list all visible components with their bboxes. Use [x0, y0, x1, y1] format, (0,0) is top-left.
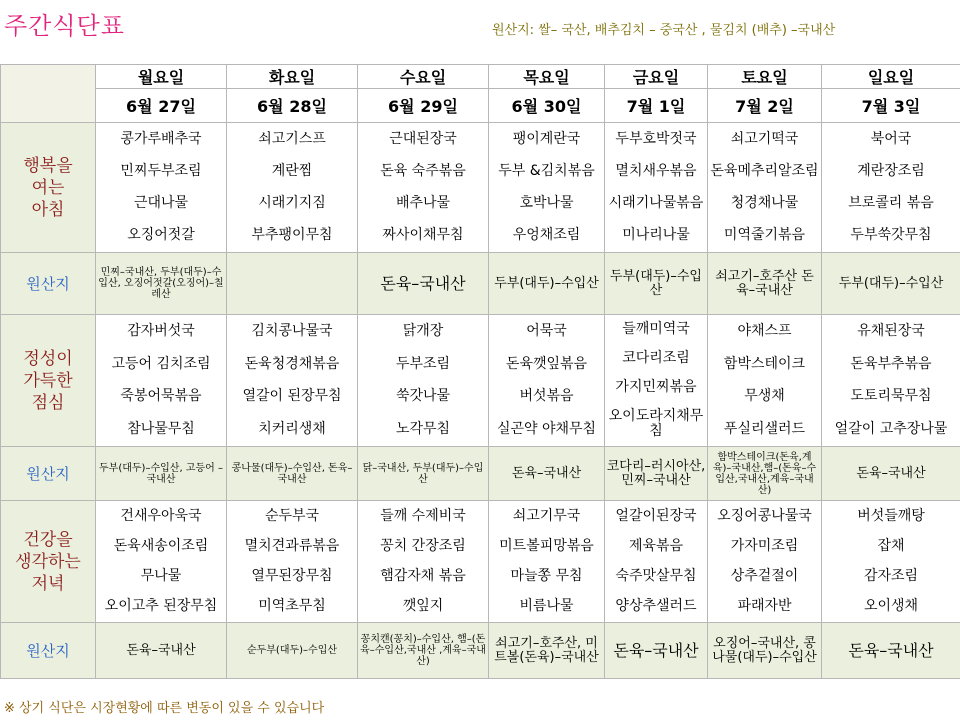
menu-cell — [358, 501, 489, 623]
origin-text: 두부(대두)–수입산 — [610, 268, 702, 298]
origin-cell — [708, 253, 822, 315]
origin-text: 함박스테이크(돈육,계육)–국내산,햄–(돈육–수입산,국내산,계육–국내산) — [712, 451, 817, 496]
menu-cell — [227, 501, 358, 623]
day-header: 목요일 — [489, 65, 605, 89]
dish-item: 유채된장국 — [857, 322, 925, 339]
origin-cell — [708, 623, 822, 679]
origin-cell — [489, 623, 605, 679]
dinner-row — [1, 501, 960, 623]
meal-label-line: 점심 — [31, 392, 65, 413]
date-header: 7월 1일 — [605, 89, 708, 123]
dish-item: 제육볶음 — [628, 537, 684, 554]
dish-item: 무나물 — [140, 568, 182, 585]
origin-text: 꽁치캔(꽁치)–수입산, 햄–(돈육–수입산,국내산 ,계육–국내산) — [360, 634, 486, 667]
meal-label-line: 생각하는 — [15, 551, 81, 572]
menu-cell — [708, 501, 822, 623]
dish-item: 우엉채조림 — [512, 227, 581, 244]
origin-label: 원산지 — [1, 253, 96, 315]
day-header: 토요일 — [708, 65, 822, 89]
meal-label-line: 여는 — [31, 177, 65, 198]
dish-item: 가자미조림 — [730, 537, 799, 554]
menu-cell — [227, 315, 358, 447]
origin-cell — [96, 253, 227, 315]
dish-item: 돈육 숙주볶음 — [380, 162, 466, 179]
dish-item: 미나리나물 — [622, 227, 690, 244]
dish-item: 깻잎지 — [402, 598, 444, 615]
day-header: 금요일 — [605, 65, 708, 89]
dish-item: 멸치새우볶음 — [615, 162, 697, 179]
dish-list — [823, 315, 959, 446]
dish-item: 민찌두부조림 — [120, 162, 202, 179]
page-title: 주간식단표 — [4, 12, 125, 40]
day-header: 일요일 — [822, 65, 960, 89]
dish-item: 가지민찌볶음 — [615, 379, 697, 395]
breakfast-row — [1, 123, 960, 253]
dish-list — [228, 501, 356, 622]
dish-item: 미트볼피망볶음 — [499, 537, 594, 554]
menu-cell — [96, 501, 227, 623]
dish-item: 노각무침 — [395, 421, 451, 438]
dish-item: 두부 &김치볶음 — [498, 162, 595, 179]
menu-cell — [708, 315, 822, 447]
lunch-label — [1, 315, 96, 447]
meal-label-line: 저녁 — [31, 573, 65, 594]
menu-cell — [605, 315, 708, 447]
day-header-row — [1, 65, 960, 89]
origin-text: 민찌–국내산, 두부(대두)–수입산, 오징어젓갈(오징어)–칠레산 — [98, 267, 224, 300]
origin-cell — [96, 623, 227, 679]
origin-cell — [708, 447, 822, 501]
dish-item: 부추팽이무침 — [251, 227, 333, 244]
dish-item: 계란장조림 — [857, 162, 925, 179]
menu-cell — [227, 123, 358, 253]
dish-list — [823, 123, 959, 252]
dish-item: 돈육부추볶음 — [850, 355, 932, 372]
dish-item: 미역줄기볶음 — [723, 227, 806, 244]
dish-item: 콩가루배추국 — [120, 130, 202, 147]
date-header: 6월 28일 — [227, 89, 358, 123]
date-header: 6월 27일 — [96, 89, 227, 123]
dish-item: 두부호박젓국 — [615, 130, 697, 147]
dish-item: 상추겉절이 — [730, 568, 799, 585]
origin-cell — [605, 623, 708, 679]
dish-item: 죽봉어묵볶음 — [120, 388, 202, 405]
dish-list — [606, 501, 706, 622]
date-header: 6월 29일 — [358, 89, 489, 123]
dish-item: 들깨 수제비국 — [380, 507, 466, 524]
dish-item: 도토리묵무침 — [850, 388, 932, 405]
change-notice-footer: ※ 상기 식단은 시장현황에 따른 변동이 있을 수 있습니다 — [4, 701, 325, 716]
dish-list — [490, 315, 603, 446]
origin-cell — [358, 623, 489, 679]
dish-item: 닭개장 — [402, 322, 444, 339]
dish-item: 돈육메추리알조림 — [710, 162, 819, 179]
origin-text: 돈육–국내산 — [511, 465, 582, 481]
menu-cell — [489, 501, 605, 623]
day-header: 화요일 — [227, 65, 358, 89]
dish-item: 건새우아욱국 — [120, 507, 202, 524]
dish-item: 미역초무침 — [258, 598, 326, 615]
dish-item: 호박나물 — [519, 195, 574, 212]
meal-label-line: 아침 — [31, 199, 65, 220]
menu-cell — [605, 123, 708, 253]
dinner-origin-row — [1, 623, 960, 679]
menu-cell — [489, 123, 605, 253]
dish-item: 숙주맛살무침 — [615, 568, 697, 585]
origin-text: 두부(대두)–수입산 — [838, 275, 944, 291]
origin-cell — [227, 253, 358, 315]
dish-item: 치커리생채 — [258, 421, 326, 438]
dish-item: 오이도라지채무침 — [608, 408, 704, 439]
origin-cell — [822, 623, 960, 679]
dish-list — [490, 123, 603, 252]
dish-item: 마늘쫑 무침 — [510, 568, 583, 585]
day-header: 월요일 — [96, 65, 227, 89]
origin-cell — [96, 447, 227, 501]
origin-text: 두부(대두)–수입산 — [494, 275, 599, 291]
menu-cell — [822, 315, 960, 447]
menu-cell — [822, 123, 960, 253]
dish-list — [490, 501, 603, 622]
dish-item: 오이생채 — [863, 598, 919, 615]
dish-item: 오징어젓갈 — [127, 227, 195, 244]
dish-item: 감자조림 — [863, 568, 919, 585]
dish-item: 고등어 김치조림 — [111, 355, 211, 372]
dish-item: 어묵국 — [526, 322, 567, 339]
origin-label: 원산지 — [1, 447, 96, 501]
dish-item: 짜사이채무침 — [382, 227, 464, 244]
dish-item: 꽁치 간장조림 — [380, 537, 466, 554]
origin-text: 오징어–국내산, 콩나물(대두)–수입산 — [712, 635, 817, 665]
origin-text: 쇠고기–호주산, 미트볼(돈육)–국내산 — [494, 635, 599, 665]
dish-list — [97, 123, 225, 252]
origin-cell — [358, 447, 489, 501]
dish-item: 계란찜 — [271, 162, 313, 179]
dish-item: 브로콜리 볶음 — [848, 195, 934, 212]
dish-item: 두부조림 — [395, 355, 451, 372]
dish-item: 시래기지짐 — [258, 195, 326, 212]
weekly-menu-table — [0, 64, 960, 679]
dish-list — [359, 123, 487, 252]
dish-item: 김치콩나물국 — [251, 322, 333, 339]
origin-cell — [489, 253, 605, 315]
origin-label: 원산지 — [1, 623, 96, 679]
dish-item: 청경채나물 — [730, 195, 799, 212]
menu-cell — [358, 123, 489, 253]
day-header: 수요일 — [358, 65, 489, 89]
dish-item: 근대나물 — [133, 195, 189, 212]
dish-item: 쇠고기무국 — [512, 507, 581, 524]
dish-list — [606, 315, 706, 446]
header-corner — [1, 65, 96, 123]
meal-label-line: 가득한 — [23, 370, 73, 391]
dish-list — [97, 501, 225, 622]
meal-label-line: 건강을 — [23, 529, 73, 550]
origin-cell — [605, 253, 708, 315]
dish-item: 쇠고기스프 — [258, 130, 326, 147]
dish-list — [359, 501, 487, 622]
dish-list — [359, 315, 487, 446]
dish-item: 돈육깻잎볶음 — [505, 355, 588, 372]
menu-cell — [489, 315, 605, 447]
dish-item: 시래기나물볶음 — [608, 195, 704, 212]
dish-item: 실곤약 야채무침 — [496, 421, 597, 438]
dish-item: 파래자반 — [737, 598, 792, 615]
dish-list — [823, 501, 959, 622]
menu-cell — [708, 123, 822, 253]
dish-item: 버섯들깨탕 — [857, 507, 925, 524]
origin-cell — [489, 447, 605, 501]
origin-cell — [605, 447, 708, 501]
dish-item: 버섯볶음 — [519, 388, 574, 405]
dish-item: 오징어콩나물국 — [717, 507, 812, 524]
dish-item: 들깨미역국 — [622, 321, 690, 337]
dish-item: 참나물무침 — [127, 421, 195, 438]
dish-list — [709, 315, 820, 446]
meal-label-line: 행복을 — [23, 155, 73, 176]
origin-cell — [358, 253, 489, 315]
origin-text: 돈육–국내산 — [126, 642, 196, 658]
dinner-label — [1, 501, 96, 623]
date-header: 7월 2일 — [708, 89, 822, 123]
dish-item: 순두부국 — [264, 507, 320, 524]
lunch-origin-row — [1, 447, 960, 501]
origin-cell — [227, 447, 358, 501]
dish-item: 감자버섯국 — [127, 322, 195, 339]
origin-text: 콩나물(대두)–수입산, 돈육–국내산 — [231, 462, 353, 485]
dish-item: 무생채 — [744, 388, 785, 405]
rice-kimchi-origin-note: 원산지: 쌀– 국산, 배추김치 – 중국산 , 물김치 (배추) –국내산 — [492, 23, 836, 38]
origin-text: 닭–국내산, 두부(대두)–수입산 — [362, 462, 484, 485]
date-header: 7월 3일 — [822, 89, 960, 123]
dish-list — [97, 315, 225, 446]
dish-item: 두부쑥갓무침 — [850, 227, 932, 244]
dish-list — [606, 123, 706, 252]
dish-item: 돈육새송이조림 — [113, 537, 209, 554]
origin-text: 두부(대두)–수입산, 고등어 –국내산 — [99, 462, 223, 485]
breakfast-label — [1, 123, 96, 253]
menu-cell — [96, 123, 227, 253]
origin-text: 돈육–국내산 — [613, 640, 699, 660]
menu-cell — [96, 315, 227, 447]
dish-item: 비름나물 — [519, 598, 574, 615]
menu-cell — [605, 501, 708, 623]
dish-item: 열갈이 된장무침 — [242, 388, 342, 405]
dish-item: 열무된장무침 — [251, 568, 333, 585]
breakfast-origin-row — [1, 253, 960, 315]
dish-item: 햄감자채 볶음 — [380, 568, 466, 585]
dish-item: 돈육청경채볶음 — [244, 355, 340, 372]
dish-item: 쇠고기떡국 — [730, 130, 799, 147]
dish-item: 함박스테이크 — [723, 355, 806, 372]
origin-cell — [822, 253, 960, 315]
dish-item: 팽이계란국 — [512, 130, 581, 147]
dish-list — [709, 123, 820, 252]
dish-item: 야채스프 — [737, 322, 792, 339]
meal-label-line: 정성이 — [23, 348, 73, 369]
dish-item: 오이고추 된장무침 — [104, 598, 218, 615]
menu-cell — [358, 315, 489, 447]
dish-item: 푸실리샐러드 — [723, 421, 806, 438]
menu-cell — [822, 501, 960, 623]
origin-cell — [227, 623, 358, 679]
origin-text: 코다리–러시아산, 민찌–국내산 — [606, 458, 706, 488]
dish-item: 쑥갓나물 — [395, 388, 451, 405]
origin-text: 돈육–국내산 — [848, 640, 934, 660]
dish-item: 잡채 — [877, 537, 905, 554]
dish-item: 양상추샐러드 — [615, 598, 697, 615]
dish-item: 얼갈이 고추장나물 — [834, 421, 948, 438]
dish-list — [709, 501, 820, 622]
dish-item: 근대된장국 — [389, 130, 457, 147]
origin-text: 돈육–국내산 — [856, 465, 926, 481]
origin-text: 쇠고기–호주산 돈육–국내산 — [715, 268, 814, 298]
date-header: 6월 30일 — [489, 89, 605, 123]
lunch-row — [1, 315, 960, 447]
dish-list — [228, 123, 356, 252]
dish-item: 배추나물 — [395, 195, 451, 212]
origin-text: 돈육–국내산 — [380, 273, 466, 293]
dish-item: 북어국 — [870, 130, 912, 147]
dish-item: 멸치견과류볶음 — [244, 537, 340, 554]
dish-list — [228, 315, 356, 446]
origin-cell — [822, 447, 960, 501]
dish-item: 코다리조림 — [622, 350, 690, 366]
date-header-row — [1, 89, 960, 123]
dish-item: 얼갈이된장국 — [615, 507, 697, 524]
origin-text: 순두부(대두)–수입산 — [246, 645, 338, 656]
